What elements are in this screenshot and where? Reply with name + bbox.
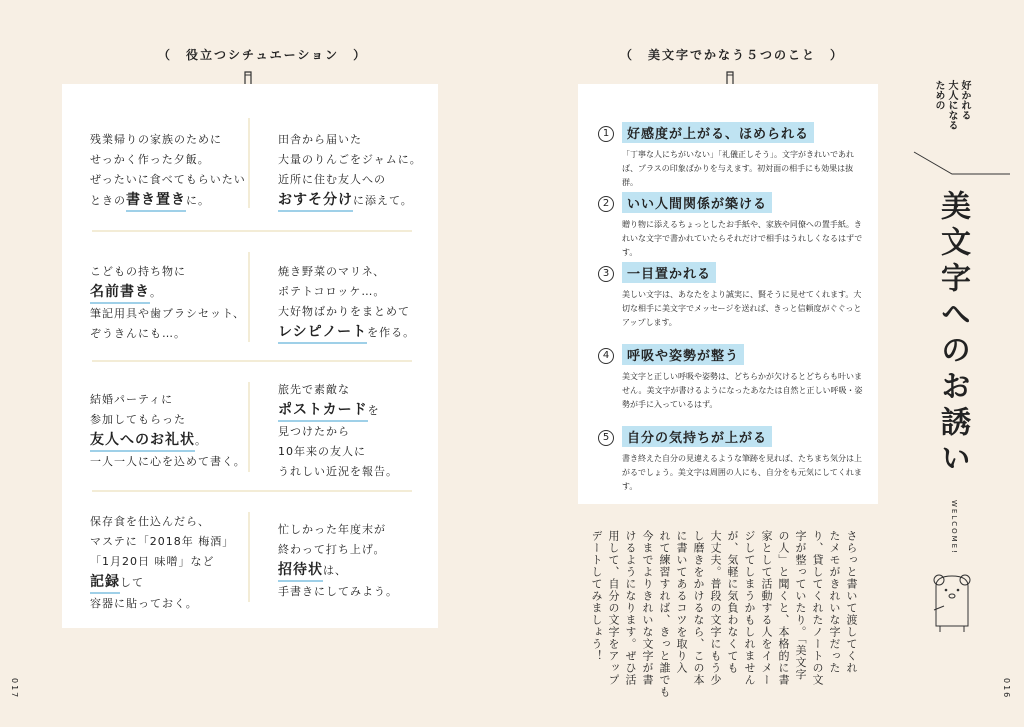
situation-line: 手書きにしてみよう。 bbox=[278, 585, 398, 598]
situation-cell bbox=[90, 130, 246, 212]
paragraph-line: に書いてあるコツを取り入 bbox=[675, 530, 688, 674]
situation-line: 田舎から届いた bbox=[278, 133, 362, 146]
left-section-title: （ 役立つシチュエーション ） bbox=[158, 48, 368, 62]
line-suffix: を作る。 bbox=[367, 326, 416, 339]
line-prefix: ときの bbox=[90, 194, 126, 207]
highlight-keyword: 書き置き bbox=[126, 190, 186, 212]
intro-vertical-paragraph bbox=[588, 530, 860, 698]
highlight-keyword: 友人へのお礼状 bbox=[90, 430, 195, 452]
situation-line: 筆記用具や歯ブラシセット、 bbox=[90, 307, 246, 320]
highlight-keyword: レシピノート bbox=[278, 322, 367, 344]
paragraph-line: たメモがきれいな字だった bbox=[828, 530, 841, 674]
paragraph-line: けるようになります。ぜひ活 bbox=[624, 530, 637, 686]
situation-line: 結婚パーティに bbox=[90, 393, 174, 406]
paragraph-line: 用して、自分の文字をアップ bbox=[607, 530, 620, 686]
item-heading: 自分の気持ちが上がる bbox=[622, 426, 772, 447]
situation-cell bbox=[90, 262, 245, 344]
situation-cell bbox=[278, 380, 398, 482]
situation-line: 忙しかった年度末が bbox=[278, 523, 386, 536]
line-suffix: に添えて。 bbox=[353, 194, 413, 207]
paragraph-line: れて練習すれば、きっと誰でも bbox=[658, 530, 671, 698]
item-number: 4 bbox=[598, 348, 614, 364]
item-heading: 一目置かれる bbox=[622, 262, 716, 283]
paragraph-line: デートしてみましょう！ bbox=[590, 530, 603, 662]
highlight-keyword: ポストカード bbox=[278, 400, 368, 422]
situation-line: 近所に住む友人への bbox=[278, 173, 386, 186]
situation-highlight-line bbox=[90, 282, 245, 304]
bear-mascot-icon bbox=[930, 570, 974, 634]
situation-highlight-line bbox=[90, 430, 246, 452]
situation-line: 残業帰りの家族のために bbox=[90, 133, 222, 146]
situation-line: 10年来の友人に bbox=[278, 445, 366, 458]
title-bracket-icon bbox=[912, 150, 1012, 180]
situation-line: 参加してもらった bbox=[90, 413, 186, 426]
situation-highlight-line bbox=[90, 572, 234, 594]
highlight-keyword: 招待状 bbox=[278, 560, 323, 582]
situation-highlight-line bbox=[278, 560, 398, 582]
line-suffix: を bbox=[367, 404, 380, 417]
right-section-title: （ 美文字でかなう５つのこと ） bbox=[620, 48, 845, 62]
item-text: 美文字と正しい呼吸や姿勢は、どちらかが欠けるとどちらも叶いません。美文字が書けるようになったあなたは自然と正しい呼吸・姿勢が手に入っているはず。 bbox=[622, 372, 863, 409]
situation-cell bbox=[278, 262, 415, 344]
situation-line: マステに「2018年 梅酒」 bbox=[90, 535, 235, 548]
paragraph-line: さらっと書いて渡してくれ bbox=[845, 530, 858, 674]
situation-line: 容器に貼っておく。 bbox=[90, 597, 198, 610]
paragraph-line: ジしてしまうかもしれません bbox=[743, 530, 756, 686]
paragraph-line: り、貸してくれたノートの文 bbox=[811, 530, 824, 686]
item-heading: 好感度が上がる、ほめられる bbox=[622, 122, 814, 143]
item-text: 書き終えた自分の見違えるような筆跡を見れば、たちまち気分は上がるでしょう。美文字は周囲の人にも、自分をも元気にしてくれます。 bbox=[622, 454, 862, 491]
highlight-keyword: 記録 bbox=[90, 572, 120, 594]
situation-line: 一人一人に心を込めて書く。 bbox=[90, 455, 246, 468]
paragraph-line: 今までよりきれいな文字が書 bbox=[641, 530, 654, 686]
situation-line: ぞうきんにも…。 bbox=[90, 327, 186, 340]
situation-line: 「1月20日 味噌」など bbox=[90, 555, 215, 568]
situation-line: こどもの持ち物に bbox=[90, 265, 186, 278]
situation-highlight-line bbox=[278, 322, 415, 344]
situation-line: せっかく作った夕飯。 bbox=[90, 153, 210, 166]
situation-line: 見つけたから bbox=[278, 425, 350, 438]
situation-line: ポテトコロッケ…。 bbox=[278, 285, 386, 298]
situation-line: 大量のりんごをジャムに。 bbox=[278, 153, 422, 166]
side-small-title: 好かれる 大人になる ための bbox=[933, 80, 970, 130]
item-number: 1 bbox=[598, 126, 614, 142]
highlight-keyword: おすそ分け bbox=[278, 190, 353, 212]
item-heading: いい人間関係が築ける bbox=[622, 192, 772, 213]
right-page-number: 016 bbox=[1002, 678, 1011, 700]
situation-cell bbox=[90, 512, 234, 614]
line-suffix: に。 bbox=[186, 194, 210, 207]
paragraph-line: 大丈夫。普段の文字にもう少 bbox=[709, 530, 722, 686]
situation-line: 保存食を仕込んだら、 bbox=[90, 515, 210, 528]
paragraph-line: 字が整っていたり。「美文字 bbox=[794, 530, 807, 681]
line-suffix: 。 bbox=[150, 286, 162, 299]
item-number: 2 bbox=[598, 196, 614, 212]
situation-line: ぜったいに食べてもらいたい bbox=[90, 173, 246, 186]
highlight-keyword: 名前書き bbox=[90, 282, 150, 304]
situation-highlight-line bbox=[278, 190, 422, 212]
page-title: 美文字へのお誘い bbox=[935, 190, 970, 478]
item-number: 3 bbox=[598, 266, 614, 282]
situation-line: 旅先で素敵な bbox=[278, 383, 350, 396]
situation-line: 終わって打ち上げ。 bbox=[278, 543, 386, 556]
paragraph-line: し磨きをかけるなら、この本 bbox=[692, 530, 705, 686]
item-number: 5 bbox=[598, 430, 614, 446]
paragraph-line: の人」と聞くと、本格的に書 bbox=[777, 530, 790, 686]
item-text: 「丁寧な人にちがいない」「礼儀正しそう」。文字がきれいであれば、プラスの印象ばかりを与えます。初対面の相手にも効果は抜群。 bbox=[622, 150, 854, 187]
situation-highlight-line bbox=[278, 400, 398, 422]
situation-line: 大好物ばかりをまとめて bbox=[278, 305, 410, 318]
line-suffix: は、 bbox=[323, 564, 347, 577]
paragraph-line: 家として活動する人をイメー bbox=[760, 530, 773, 686]
welcome-label: WELCOME! bbox=[950, 500, 958, 555]
situation-line: 焼き野菜のマリネ、 bbox=[278, 265, 386, 278]
situation-highlight-line bbox=[90, 190, 246, 212]
left-page-number: 017 bbox=[10, 678, 19, 700]
situation-cell bbox=[278, 130, 422, 212]
item-text: 贈り物に添えるちょっとしたお手紙や、家族や同僚への置手紙。きれいな文字で書かれていたらそれだけで相手はうれしくなるはずです。 bbox=[622, 220, 863, 257]
line-suffix: して bbox=[120, 576, 144, 589]
situation-cell bbox=[90, 390, 246, 472]
item-heading: 呼吸や姿勢が整う bbox=[622, 344, 744, 365]
line-suffix: 。 bbox=[195, 434, 207, 447]
item-text: 美しい文字は、あなたをより誠実に、賢そうに見せてくれます。大切な相手に美文字でメッセージを送れば、きっと信頼度がぐぐっとアップします。 bbox=[622, 290, 862, 327]
situation-cell bbox=[278, 520, 398, 602]
situation-line: うれしい近況を報告。 bbox=[278, 465, 398, 478]
paragraph-line: が、気軽に気負わなくても bbox=[726, 530, 739, 674]
